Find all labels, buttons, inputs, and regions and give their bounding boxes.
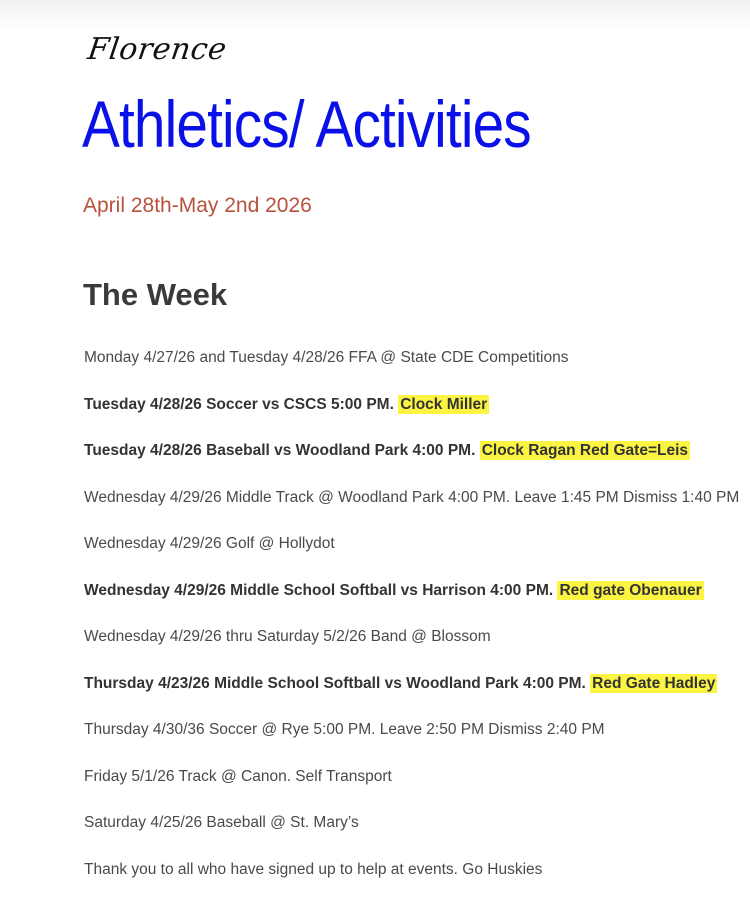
schedule-item: [84, 670, 750, 717]
schedule-item: [84, 856, 750, 903]
page-title: Athletics/ Activities: [82, 87, 531, 161]
schedule-item: [84, 391, 750, 438]
schedule-item: [84, 484, 750, 531]
schedule-item-text: Wednesday 4/29/26 Middle Track @ Woodland Park 4:00 PM. Leave 1:45 PM Dismiss 1:40 PM: [84, 488, 740, 506]
schedule-item: [84, 437, 750, 484]
schedule-item-text: Wednesday 4/29/26 thru Saturday 5/2/26 Band @ Blossom: [84, 628, 491, 645]
script-title: Florence: [85, 32, 229, 67]
schedule-item-text: Monday 4/27/26 and Tuesday 4/28/26 FFA @ State CDE Competitions: [84, 349, 569, 366]
schedule-item: [84, 716, 750, 763]
schedule-item-text: Wednesday 4/29/26 Middle School Softball vs Harrison 4:00 PM.: [84, 581, 558, 599]
schedule-item: [84, 344, 750, 391]
schedule-item: [84, 623, 750, 670]
schedule-item: [84, 809, 750, 856]
schedule-item: [84, 763, 750, 810]
schedule-item-text: Tuesday 4/28/26 Baseball vs Woodland Park 4:00 PM.: [84, 442, 480, 459]
schedule-item-highlight: Clock Ragan Red Gate=Leis: [481, 442, 689, 459]
schedule-item-text: Thank you to all who have signed up to help at events. Go Huskies: [84, 860, 543, 878]
schedule-item: [84, 530, 750, 577]
date-range: April 28th-May 2nd 2026: [83, 194, 312, 217]
schedule-item: [84, 577, 750, 624]
schedule-item-text: Friday 5/1/26 Track @ Canon. Self Transport: [84, 767, 392, 785]
schedule-item-highlight: Red gate Obenauer: [559, 581, 702, 599]
schedule-item-text: Thursday 4/30/36 Soccer @ Rye 5:00 PM. Leave 2:50 PM Dismiss 2:40 PM: [84, 721, 605, 738]
schedule-item-text: Tuesday 4/28/26 Soccer vs CSCS 5:00 PM.: [84, 395, 394, 413]
section-heading: The Week: [83, 277, 228, 312]
schedule-item-text: Wednesday 4/29/26 Golf @ Hollydot: [84, 535, 335, 552]
schedule-item-text: Thursday 4/23/26 Middle School Softball vs Woodland Park 4:00 PM.: [84, 674, 591, 692]
schedule-item-text: Saturday 4/25/26 Baseball @ St. Mary’s: [84, 814, 359, 831]
schedule-list: [84, 344, 750, 902]
schedule-item-highlight: Clock Miller: [400, 395, 488, 413]
schedule-item-highlight: Red Gate Hadley: [592, 674, 716, 692]
